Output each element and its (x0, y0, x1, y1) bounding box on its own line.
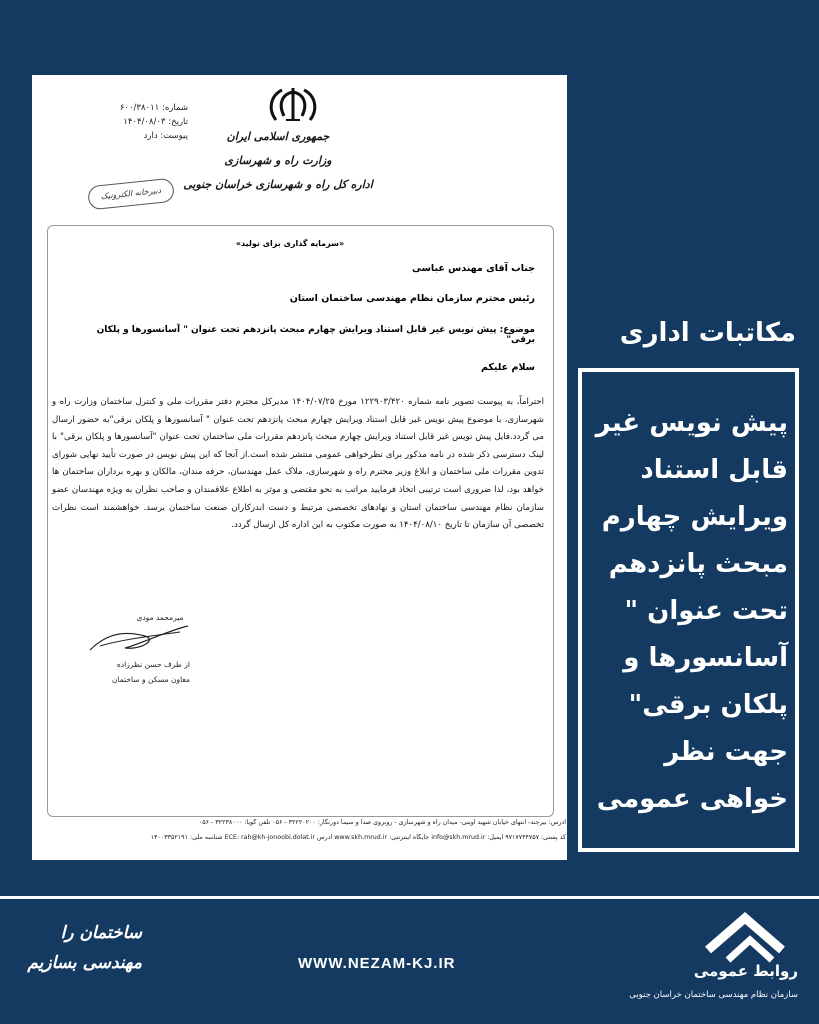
header-line-2: وزارت راه و شهرسازی (224, 154, 332, 167)
header-line-3: اداره کل راه و شهرسازی خراسان جنوبی (183, 178, 373, 191)
headline-text: پیش نویس غیر قابل استناد ویرایش چهارم مبحث پانزدهم تحت عنوان " آسانسورها و پلکان برقی" جهت نظر خواهی عمومی (595, 408, 788, 814)
iran-emblem-icon (262, 86, 324, 126)
letter-date: تاریخ: ۱۴۰۴/۰۸/۰۳ (123, 117, 188, 127)
electronic-secretariat-stamp: دبیرخانه الکترونیک (87, 178, 175, 211)
website-link[interactable]: WWW.NEZAM-KJ.IR (298, 955, 456, 972)
header-line-1: جمهوری اسلامی ایران (226, 130, 330, 143)
letter-attachment: پیوست: دارد (143, 131, 188, 141)
handwritten-signature-icon (70, 610, 200, 700)
org-name: روابط عمومی (693, 962, 798, 980)
letter-number: شماره: ۶۰۰/۳۸۰۱۱ (119, 103, 188, 113)
letter-footer-contacts: کد پستی: ۹۷۱۷۷۴۴۷۵۷ ایمیل: info@skh.mrud.ir جایگاه اینترنتی: www.skh.mrud.ir آدرس ECE: rah@kh-jonoobi.dolat.ir شناسه ملی: ۱۴۰۰۳۳۵۲۱۹۱ (150, 834, 566, 841)
letter-motto: «سرمایه گذاری برای تولید» (235, 239, 345, 248)
footer-divider (0, 896, 819, 899)
signature-line-2: معاون مسکن و ساختمان (112, 675, 190, 684)
slogan: ساختمان را مهندسی بسازیم (27, 923, 142, 973)
letter-body-text: احتراماً، به پیوست تصویر نامه شماره ۱۲۲۹۰۳/۴۲۰ مورخ ۱۴۰۴/۰۷/۲۵ مدیرکل محترم دفتر مقررات ملی و کنترل ساختمان وزارت راه و شهرسازی، با موضوع پیش نویس غیر قابل استناد ویرایش چهارم مبحث پانزدهم تحت عنوان " آسانسورها و پلکان برقی"به حضور ارسال می گردد.فایل پیش نویس غیر قابل استناد ویرایش چهارم مبحث پانزدهم مقررات ملی ساختمان تحت عنوان "آسانسورها و پلکان برقی" با لینک دسترسی ذکر شده در نامه مذکور برای نظرخواهی عمومی منتشر شده است.از آنجا که این پیش نویس در صورت تأیید نهایی شورای تدوین مقررات ملی ساختمان و ابلاغ وزیر محترم راه و شهرسازی، ملاک عمل مهندسان، حرفه مندان، مالکان و بهره برداران ساختمان ها خواهد بود، لذا ضروری است ترتیبی اتخاذ فرمایید مراتب به نحو مقتضی و موثر به اطلاع علاقمندان و صاحب نظران به ویژه مهندسان عضو سازمان نظام مهندسی ساختمان استان و نهادهای تخصصی مرتبط و دست اندرکاران صنعت ساختمان برسد. خواهشمند است نظرات تخصصی آن سازمان تا تاریخ ۱۴۰۴/۰۸/۱۰ به صورت مکتوب به این اداره کل ارسال گردد. (52, 397, 544, 531)
org-subtitle: سازمان نظام مهندسی ساختمان خراسان جنوبی (629, 990, 798, 1000)
letter-greeting: سلام علیکم (480, 362, 535, 373)
category-title: مکاتبات اداری (619, 318, 796, 348)
letter-recipient-title: رئیس محترم سازمان نظام مهندسی ساختمان استان (289, 293, 535, 304)
letter-recipient: جناب آقای مهندس عباسی (411, 263, 535, 274)
letter-subject: موضوع: پیش نویس غیر قابل استناد ویرایش چهارم مبحث پانزدهم تحت عنوان " آسانسورها و پلکان برقی" (96, 325, 535, 345)
signature-name: میرمحمد مودی (136, 613, 184, 622)
letter-header (180, 125, 376, 197)
signature-line-1: از طرف حسن نظرزاده (116, 660, 190, 669)
letter-footer-address: آدرس: بیرجند- انتهای خیابان شهید آوینی- میدان راه و شهرسازی - روبروی صدا و سیما دورنگار: ۳۲۲۲۰۲۰۰ - ۰۵۶ تلفن گویا: ۳۲۲۳۸۰۰۰ - ۰۵۶ (198, 819, 566, 826)
letter-meta (100, 101, 188, 143)
